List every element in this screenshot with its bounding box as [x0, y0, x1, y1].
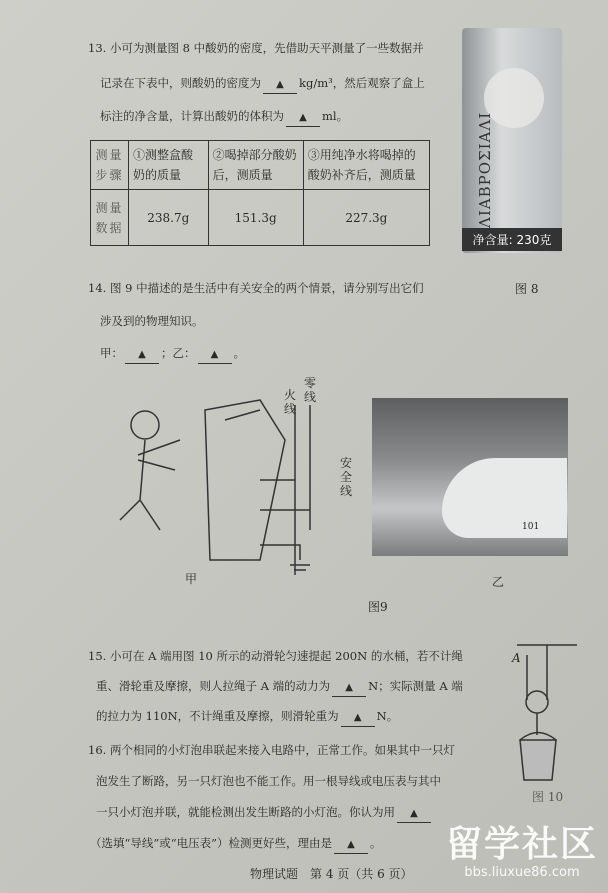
answer-blank[interactable]: [286, 108, 320, 127]
figure-8-caption: 图 8: [515, 282, 539, 296]
answer-blank[interactable]: [397, 804, 431, 823]
text: 。: [370, 836, 382, 850]
q13-line3: [100, 108, 348, 127]
label-zero-wire: 零线: [304, 376, 317, 404]
label-jia: 甲: [185, 572, 198, 586]
box-net-weight: 净含量: 230克: [462, 228, 562, 251]
text: N。: [376, 709, 399, 723]
q15-line2: [96, 678, 463, 697]
watermark-url: bbs.liuxue86.com: [464, 865, 580, 880]
text: 甲：: [100, 346, 123, 360]
text: 标注的净含量，计算出酸奶的体积为: [100, 109, 284, 123]
q16-line3: [96, 804, 433, 823]
watermark-logo: [446, 825, 598, 881]
table-cell: ①测整盒酸奶的质量: [129, 141, 209, 190]
train-platform-photo: [372, 398, 568, 556]
yogurt-box-image: [462, 28, 562, 253]
triangle-icon: ▲: [410, 808, 418, 819]
q15-line3: [96, 708, 398, 727]
text: N；实际测量 A 端: [368, 679, 463, 693]
table-row: [91, 141, 430, 190]
train-image: [442, 458, 567, 538]
answer-blank[interactable]: [332, 678, 366, 697]
table-cell: ③用纯净水将喝掉的酸奶补齐后，测质量: [303, 141, 429, 190]
answer-blank[interactable]: [341, 708, 375, 727]
table-cell: 227.3g: [303, 190, 429, 246]
label-safety-line: 安全线: [340, 456, 353, 498]
figure-9-caption: 图9: [368, 600, 388, 614]
page-footer: 物理试题 第 4 页（共 6 页）: [250, 867, 413, 881]
row-header: 测量数据: [91, 190, 129, 246]
text: 一只小灯泡并联，就能检测出发生断路的小灯泡。你认为用: [96, 805, 395, 819]
pulley-bucket-illustration: [512, 640, 582, 790]
q16-line2: 泡发生了断路，另一只灯泡也不能工作。用一根导线或电压表与其中: [96, 774, 441, 788]
q14-line1: 14. 图 9 中描述的是生活中有关安全的两个情景，请分别写出它们: [88, 281, 424, 295]
table-cell: 238.7g: [129, 190, 209, 246]
triangle-icon: ▲: [138, 349, 146, 360]
label-yi: 乙: [492, 575, 505, 589]
table-cell: ②喝掉部分酸奶后，测质量: [208, 141, 303, 190]
box-brand: ΛΙΑΒΡΟΣΙΑΛΙ: [476, 111, 494, 228]
q15-line1: 15. 小可在 A 端用图 10 所示的动滑轮匀速提起 200N 的水桶，若不计绳: [88, 649, 463, 663]
label-a-end: A: [512, 651, 521, 665]
q16-line4: [90, 835, 382, 854]
q13-line1: 13. 小可为测量图 8 中酸奶的密度，先借助天平测量了一些数据并: [88, 41, 424, 55]
triangle-icon: ▲: [299, 112, 307, 123]
washing-machine-shock-illustration: [100, 380, 350, 580]
row-header: 测量步骤: [91, 141, 129, 190]
text: ml。: [322, 109, 349, 123]
label-fire-wire: 火线: [284, 388, 297, 416]
figure-10-caption: 图 10: [532, 790, 564, 804]
measurement-table: [90, 140, 430, 246]
text: ；乙：: [161, 346, 196, 360]
answer-blank[interactable]: [198, 345, 232, 364]
q14-line2: 涉及到的物理知识。: [100, 314, 204, 328]
answer-blank[interactable]: [263, 75, 297, 94]
table-row: [91, 190, 430, 246]
triangle-icon: ▲: [353, 712, 362, 723]
triangle-icon: ▲: [347, 839, 355, 850]
answer-blank[interactable]: [334, 835, 368, 854]
q14-line3: [100, 345, 245, 364]
text: （选填“导线”或“电压表”）检测更好些，理由是: [90, 836, 333, 850]
train-number: 101: [522, 522, 540, 532]
table-cell: 151.3g: [208, 190, 303, 246]
text: kg/m³，然后观察了盒上: [299, 76, 425, 90]
text: 。: [233, 346, 245, 360]
triangle-icon: ▲: [345, 682, 353, 693]
q13-line2: [100, 75, 425, 94]
text: 的拉力为 110N，不计绳重及摩擦，则滑轮重为: [96, 709, 339, 723]
text: 重、滑轮重及摩擦，则人拉绳子 A 端的动力为: [96, 679, 331, 693]
text: 记录在下表中，则酸奶的密度为: [100, 76, 261, 90]
watermark-title: 留学社区: [445, 824, 598, 865]
triangle-icon: ▲: [210, 349, 219, 360]
q16-line1: 16. 两个相同的小灯泡串联起来接入电路中，正常工作。如果其中一只灯: [88, 743, 455, 757]
triangle-icon: ▲: [276, 79, 284, 90]
answer-blank[interactable]: [125, 345, 159, 364]
